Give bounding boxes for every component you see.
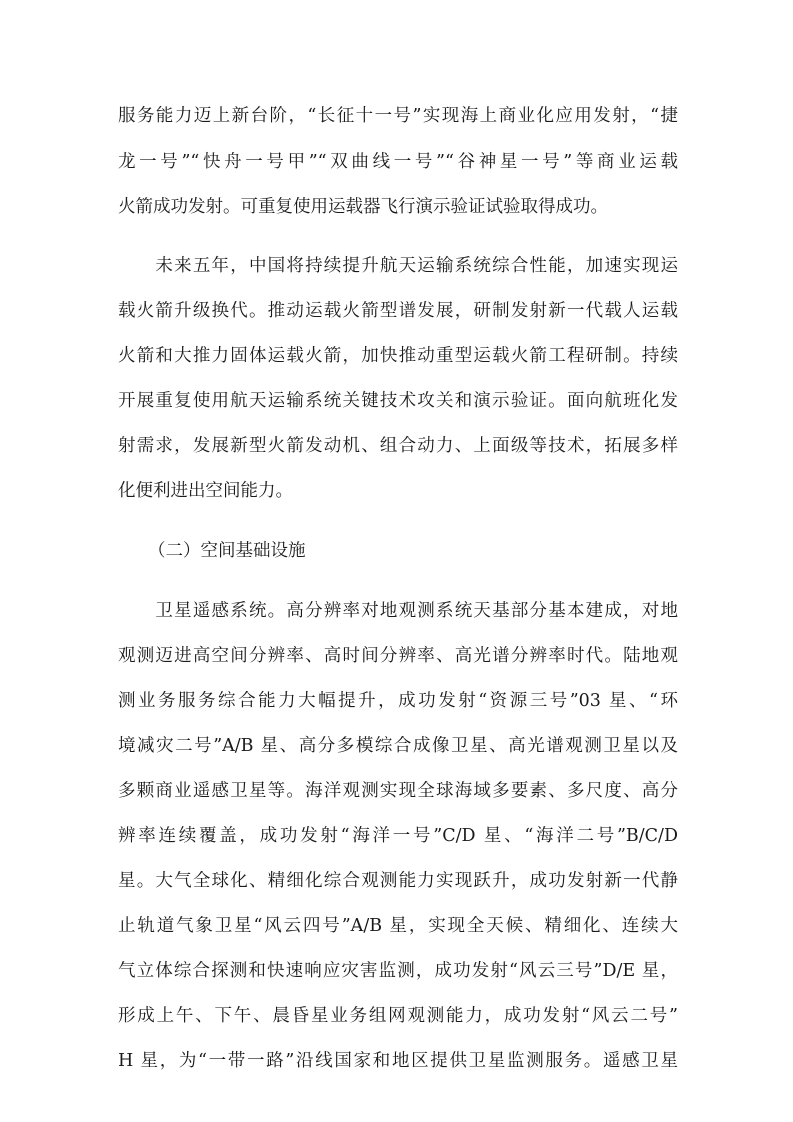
text-line: H 星，为“一带一路”沿线国家和地区提供卫星监测服务。遥感卫星 <box>118 1051 678 1071</box>
text-line: 开展重复使用航天运输系统关键技术攻关和演示验证。面向航班化发 <box>118 391 678 411</box>
text-line: 止轨道气象卫星“风云四号”A/B 星，实现全天候、精细化、连续大 <box>118 916 678 936</box>
text-line: 射需求，发展新型火箭发动机、组合动力、上面级等技术，拓展多样 <box>118 436 678 456</box>
text-line: 星。大气全球化、精细化综合观测能力实现跃升，成功发射新一代静 <box>118 871 678 891</box>
text-line: 载火箭升级换代。推动运载火箭型谱发展，研制发射新一代载人运载 <box>118 301 678 321</box>
text-line: 形成上午、下午、晨昏星业务组网观测能力，成功发射“风云二号” <box>118 1006 678 1026</box>
text-line: 辨率连续覆盖，成功发射“海洋一号”C/D 星、“海洋二号”B/C/D <box>118 826 678 846</box>
section-heading: （二）空间基础设施 <box>148 541 306 561</box>
text-line: 龙一号”“快舟一号甲”“双曲线一号”“谷神星一号”等商业运载 <box>118 152 678 172</box>
text-line: 多颗商业遥感卫星等。海洋观测实现全球海域多要素、多尺度、高分 <box>118 781 678 801</box>
text-line: 火箭成功发射。可重复使用运载器飞行演示验证试验取得成功。 <box>118 197 608 217</box>
text-line: 化便利进出空间能力。 <box>118 481 293 501</box>
text-line: 卫星遥感系统。高分辨率对地观测系统天基部分基本建成，对地 <box>118 601 678 621</box>
text-line: 未来五年，中国将持续提升航天运输系统综合性能，加速实现运 <box>118 256 678 276</box>
text-line: 测业务服务综合能力大幅提升，成功发射“资源三号”03 星、“环 <box>118 691 678 711</box>
text-line: 观测迈进高空间分辨率、高时间分辨率、高光谱分辨率时代。陆地观 <box>118 646 678 666</box>
text-line: 火箭和大推力固体运载火箭，加快推动重型运载火箭工程研制。持续 <box>118 346 678 366</box>
text-line: 境减灾二号”A/B 星、高分多模综合成像卫星、高光谱观测卫星以及 <box>118 736 678 756</box>
text-line: 服务能力迈上新台阶，“长征十一号”实现海上商业化应用发射，“捷 <box>118 106 678 126</box>
text-line: 气立体综合探测和快速响应灾害监测，成功发射“风云三号”D/E 星， <box>118 961 678 981</box>
